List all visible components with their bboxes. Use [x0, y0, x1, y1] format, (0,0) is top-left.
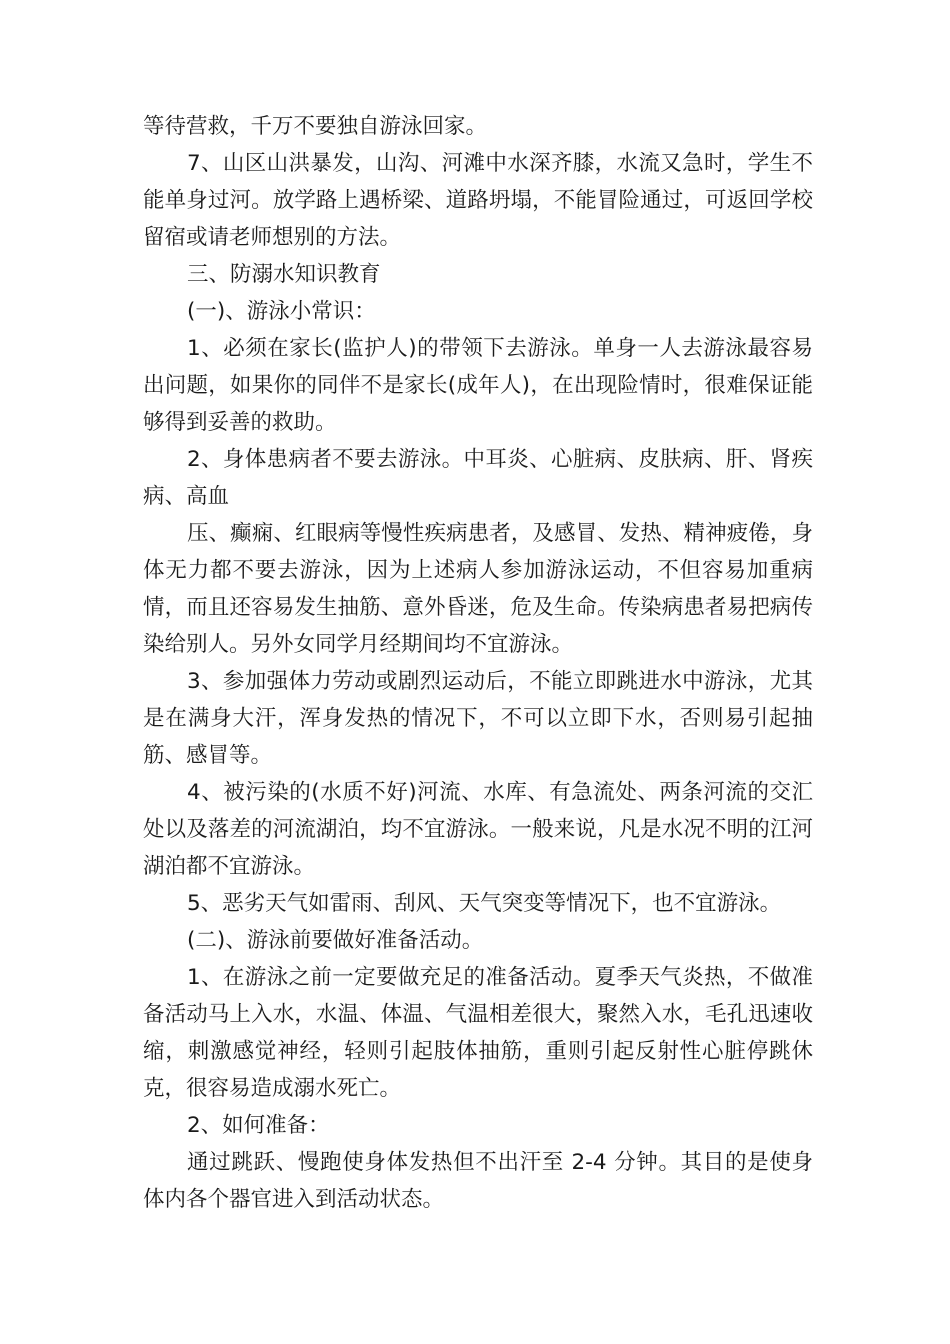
document-body [143, 108, 813, 1218]
paragraph-item-3: 3、参加强体力劳动或剧烈运动后，不能立即跳进水中游泳，尤其是在满身大汗，浑身发热的情况下，不可以立即下水，否则易引起抽筋、感冒等。 [143, 669, 813, 768]
paragraph-item-2: 2、身体患病者不要去游泳。中耳炎、心脏病、皮肤病、肝、肾疾病、高血 [143, 447, 813, 509]
paragraph-item-1: 1、必须在家长(监护人)的带领下去游泳。单身一人去游泳最容易出问题，如果你的同伴不是家长(成年人)，在出现险情时，很难保证能够得到妥善的救助。 [143, 336, 813, 435]
paragraph-prep-2: 2、如何准备： [187, 1113, 330, 1138]
paragraph-item-4: 4、被污染的(水质不好)河流、水库、有急流处、两条河流的交汇处以及落差的河流湖泊，均不宜游泳。一般来说，凡是水况不明的江河湖泊都不宜游泳。 [143, 780, 813, 879]
paragraph-item-5: 5、恶劣天气如雷雨、刮风、天气突变等情况下，也不宜游泳。 [187, 891, 782, 916]
subsection-heading-2: (二)、游泳前要做好准备活动。 [187, 928, 484, 953]
paragraph-item-2-continued: 压、癫痫、红眼病等慢性疾病患者，及感冒、发热、精神疲倦，身体无力都不要去游泳，因为上述病人参加游泳运动，不但容易加重病情，而且还容易发生抽筋、意外昏迷，危及生命。传染病患者易把病传染给别人。另外女同学月经期间均不宜游泳。 [143, 521, 813, 657]
paragraph-item-7: 7、山区山洪暴发，山沟、河滩中水深齐膝，水流又急时，学生不能单身过河。放学路上遇桥梁、道路坍塌，不能冒险通过，可返回学校留宿或请老师想别的方法。 [143, 151, 813, 250]
paragraph-prep-1: 1、在游泳之前一定要做充足的准备活动。夏季天气炎热，不做准备活动马上入水，水温、体温、气温相差很大，聚然入水，毛孔迅速收缩，刺激感觉神经，轻则引起肢体抽筋，重则引起反射性心脏停跳休克，很容易造成溺水死亡。 [143, 965, 813, 1101]
subsection-heading-1: (一)、游泳小常识： [187, 299, 376, 324]
section-heading-3: 三、防溺水知识教育 [187, 262, 381, 287]
paragraph-prep-details: 通过跳跃、慢跑使身体发热但不出汗至 2-4 分钟。其目的是使身体内各个器官进入到活动状态。 [143, 1150, 813, 1212]
paragraph-continuation: 等待营救，千万不要独自游泳回家。 [143, 114, 488, 139]
